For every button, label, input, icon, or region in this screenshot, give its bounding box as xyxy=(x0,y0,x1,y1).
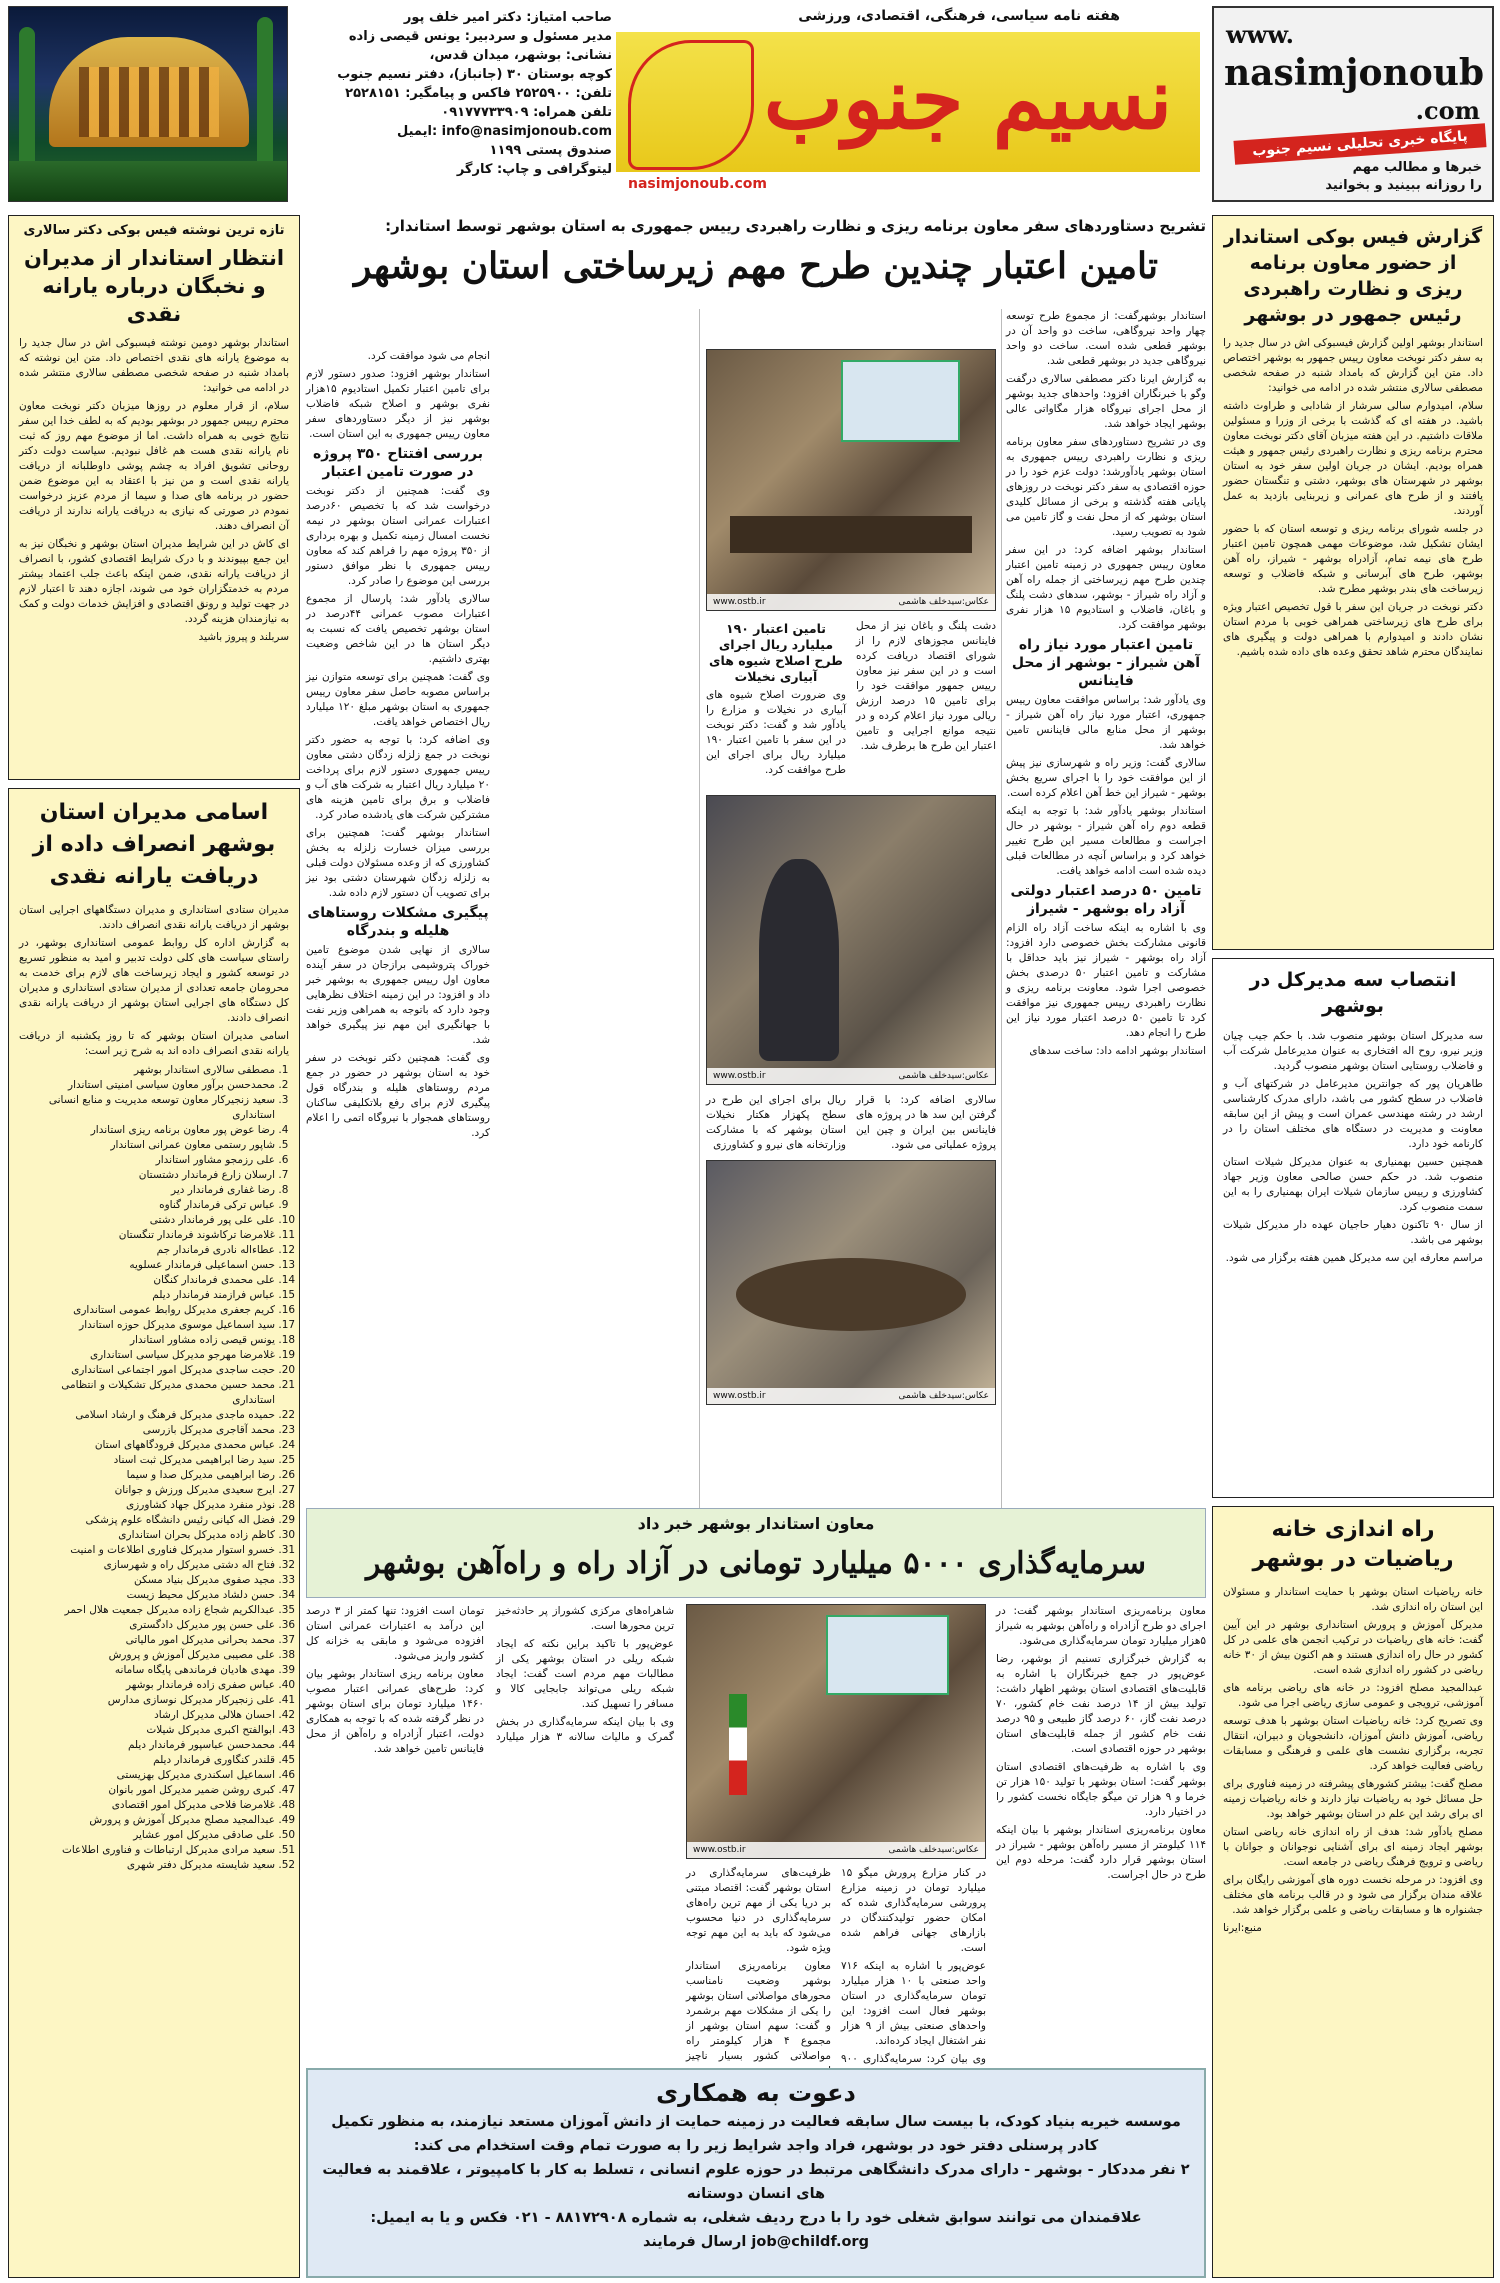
notice-line: علاقمندان می توانند سوابق شغلی خود را با درج ردیف شغلی، به شماره ۸۸۱۷۲۹۰۸ - ۰۲۱ فکس و یا به ایمیل: xyxy=(370,2210,1142,2226)
manager-name: 15. عباس فرازمند فرماندار دیلم xyxy=(19,1288,275,1303)
paragraph: مدیران ستادی استانداری و مدیران دستگاههای اجرایی استان بوشهر از دریافت یارانه نقدی انصراف دادند. xyxy=(19,904,289,931)
manager-name: 40. عباس صفری زاده فرماندار بوشهر xyxy=(19,1678,275,1693)
paragraph: ظرفیت‌های سرمایه‌گذاری در استان بوشهر گفت: اقتصاد مبتنی بر دریا یکی از مهم ترین راه‌های سرمایه‌گذاری در دنیا محسوب می‌شود که باید به این مهم توجه ویژه شود. xyxy=(686,1867,831,1954)
article-body xyxy=(1223,1029,1483,1499)
manager-name: 39. مهدی هادیان فرماندهی پایگاه سامانه xyxy=(19,1663,275,1678)
article-headline: سرمایه‌گذاری ۵۰۰۰ میلیارد تومانی در آزاد راه و راه‌آهن بوشهر xyxy=(366,1546,1146,1581)
info-line: لیتوگرافی و چاپ: کارگر xyxy=(456,162,612,177)
text-column-1 xyxy=(1006,309,1206,1514)
manager-name: 23. محمد آقاجری مدیرکل بازرسی xyxy=(19,1423,275,1438)
subheading-railway: تامین اعتبار مورد نیاز راه آهن شیراز - بوشهر از محل فاینانس xyxy=(1011,637,1201,689)
manager-name: 29. فضل اله کیانی رئیس دانشگاه علوم پزشکی xyxy=(19,1513,275,1528)
site-tld: .com xyxy=(1415,96,1480,125)
paragraph: استاندار بوشهر افزود: صدور دستور لازم برای تامین اعتبار تکمیل استادیوم ۱۵هزار نفری بوشهر و اصلاح شبکه فاضلاب بوشهر نیز از دیگر دستاوردهای سفر معاون رییس جمهوری به این استان است. xyxy=(306,368,490,440)
subheading-freeway: تامین ۵۰ درصد اعتبار دولتی آزاد راه بوشهر - شیراز xyxy=(1010,883,1202,917)
paragraph: استاندار بوشهرگفت: از مجموع طرح توسعه چهار واحد نیروگاهی، ساخت دو واحد آن در بوشهر قطعی شده است. ساخت دو واحد نیروگاهی جدید در بوشهر قطعی شد. xyxy=(1006,310,1206,367)
article-title: راه اندازی خانه ریاضیات در بوشهر xyxy=(1252,1517,1454,1572)
manager-name: 21. محمد حسین محمدی مدیرکل تشکیلات و انتظامی استانداری xyxy=(19,1378,275,1408)
category-line: هفته نامه سیاسی، فرهنگی، اقتصادی، ورزشی xyxy=(798,8,1120,24)
text-column-4 xyxy=(306,1604,674,2059)
manager-name: 33. مجید صفوی مدیرکل بنیاد مسکن xyxy=(19,1573,275,1588)
logo-url[interactable]: nasimjonoub.com xyxy=(628,176,767,192)
photo-caption xyxy=(707,594,995,610)
investment-article xyxy=(306,1508,1206,2063)
paragraph: طاهریان پور که جوانترین مدیرعامل در شرکتهای آب و فاضلاب در سطح کشور می باشد، دارای مدرک کارشناسی ارشد در رشته مهندسی عمران است و پیش از این سابقه معاونت و مدیریت در دستگاه های مختلف استان را در کارنامه خود دارد. xyxy=(1223,1078,1483,1150)
manager-name: 45. قلندر کنگاوری فرماندار دیلم xyxy=(19,1753,275,1768)
info-line: نشانی: بوشهر، میدان قدس، xyxy=(429,48,612,63)
manager-name: 31. خسرو استوار مدیرکل فناوری اطلاعات و امنیت xyxy=(19,1543,275,1558)
manager-name: 5. شاپور رستمی معاون عمرانی استاندار xyxy=(19,1138,275,1153)
paragraph: وی یادآور شد: براساس موافقت معاون رییس جمهوری، اعتبار مورد نیاز راه آهن شیراز - بوشهر از محل منابع مالی فاینانس تامین خواهد شد. xyxy=(1006,694,1206,751)
meeting-photo-3 xyxy=(706,1160,996,1405)
paragraph: استاندار بوشهر یادآور شد: با توجه به اینکه قطعه دوم راه آهن شیراز - بوشهر در حال اجراست و مطالعات مسیر این طرح تغییر خواهد کرد و براساس آنچه در مطالعات قبلی دیده شده است ادامه خواهد یافت. xyxy=(1006,805,1206,877)
paragraph: وی تصریح کرد: خانه ریاضیات استان بوشهر با هدف توسعه ریاضی، آموزش دانش آموزان، دانشجویان و دبیران، انتقال تجربه، برگزاری نشست های علمی و فرهنگی و مسابقات ریاضی فعالیت خواهد کرد. xyxy=(1223,1715,1483,1772)
manager-name: 32. فتاح اله دشتی مدیرکل راه و شهرسازی xyxy=(19,1558,275,1573)
center-article xyxy=(306,215,1206,1520)
manager-name: 12. عطاءاله نادری فرماندار جم xyxy=(19,1243,275,1258)
photo-site[interactable]: www.ostb.ir xyxy=(713,1391,766,1401)
manager-name: 20. حجت ساجدی مدیرکل امور اجتماعی استانداری xyxy=(19,1363,275,1378)
paragraph: وی با بیان اینکه سرمایه‌گذاری در بخش گمرک و مالیات سالانه ۳ هزار میلیارد تومان است افزود: تنها کمتر از ۳ درصد این درآمد به اعتبارات عمرانی استان افزوده می‌شود و مابقی به خزانه کل کشور واریز می‌شود. xyxy=(306,1605,674,1743)
manager-name: 8. رضا غفاری فرماندار دیر xyxy=(19,1183,275,1198)
paragraph: دکتر نوبخت در جریان این سفر با قول تخصیص اعتبار ویژه برای طرح های زیرساختی همراهی خوبی با مردم استان نشان دادند و امیدوارم با همراهی دولت و پیگیری های نمایندگان محترم شاهد تحقق وعده های داده شده باشیم. xyxy=(1223,601,1483,658)
text-column-3 xyxy=(686,1866,831,2062)
article-kicker: تشریح دستاوردهای سفر معاون برنامه ریزی و نظارت راهبردی رییس جمهوری به استان بوشهر توسط استاندار: xyxy=(385,217,1206,235)
notice-title: دعوت به همکاری xyxy=(656,2079,856,2107)
paragraph: عوض‌پور با اشاره به اینکه ۷۱۶ واحد صنعتی با ۱۰ هزار میلیارد تومان سرمایه‌گذاری در استان بوشهر فعال است افزود: این واحدهای صنعتی بیش از ۹ هزار نفر اشتغال ایجاد کرده‌اند. xyxy=(841,1960,986,2047)
article-title: گزارش فیس بوکی استاندار از حضور معاون برنامه ریزی و نظارت راهبردی رئیس جمهور در بوشهر xyxy=(1223,226,1483,326)
manager-name: 10. علی علی پور فرماندار دشتی xyxy=(19,1213,275,1228)
meeting-photo-2 xyxy=(706,795,996,1085)
text-column-2c xyxy=(706,1093,996,1153)
article-intro xyxy=(19,903,289,1059)
paragraph: وی گفت: همچنین دکتر نوبخت در سفر خود به استان بوشهر در حضور در جمع مردم روستاهای هلیله و بندرگاه قول پیگیری لازم برای رفع بلاتکلیفی ساکنان روستاهای همجوار با نیروگاه اتمی را اعلام کرد. xyxy=(306,1052,490,1139)
paragraph: مراسم معارفه این سه مدیرکل همین هفته برگزار می شود. xyxy=(1225,1252,1483,1264)
person-figure xyxy=(759,859,840,1061)
notice-line: موسسه خیریه بنیاد کودک، با بیست سال سابقه فعالیت در زمینه حمایت از دانش آموزان مستعد نیازمند، به منظور تکمیل کادر پرسنلی دفتر خود در بوشهر، فراد واجد شرایط زیر را به صورت تمام وقت استخدام می کند: xyxy=(331,2114,1181,2154)
paragraph: عبدالمجید مصلح افزود: در خانه های ریاضی برنامه های آموزشی، ترویجی و عمومی سازی ریاضی اجرا می شود. xyxy=(1223,1682,1483,1709)
paragraph: وی ضرورت اصلاح شیوه های آبیاری در نخیلات و مزارع را یادآور شد و گفت: دکتر نوبخت در این سفر با تامین اعتبار ۱۹۰ میلیارد ریال برای اجرای این طرح موافقت کرد. xyxy=(706,689,846,776)
manager-name: 52. سعید شایسته مدیرکل دفتر شهری xyxy=(19,1858,275,1873)
article-title: اسامی مدیران استان بوشهر انصراف داده از دریافت یارانه نقدی xyxy=(32,800,276,889)
site-slogan-2: را روزانه ببینید و بخوانید xyxy=(1325,178,1482,193)
meeting-table xyxy=(730,516,972,552)
photo-site[interactable]: www.ostb.ir xyxy=(713,597,766,607)
photographer-credit: عکاس:سیدخلف هاشمی xyxy=(898,1071,989,1081)
meeting-photo-4 xyxy=(686,1604,986,1859)
info-line: تلفن همراه: ۰۹۱۷۷۷۳۳۹۰۹ xyxy=(441,105,612,120)
paragraph: ریال برای اجرای این طرح در سطح پکهزار هکتار نخیلات استان بوشهر که با مشارکت وزارتخانه های نیرو و کشاورزی xyxy=(706,1094,846,1151)
manager-name: 42. احسان هلالی مدیرکل ارشاد xyxy=(19,1708,275,1723)
conference-table xyxy=(736,1258,966,1331)
job-notice xyxy=(306,2068,1206,2278)
manager-name: 28. نوذر منفرد مدیرکل جهاد کشاورزی xyxy=(19,1498,275,1513)
paragraph: وی گفت: همچنین برای توسعه متوازن نیز براساس مصوبه حاصل سفر معاون رییس جمهوری به استان بوشهر مبلغ ۱۲۰ میلیارد ریال اختصاص خواهد یافت. xyxy=(306,671,490,728)
manager-name: 43. ابوالفتح اکبری مدیرکل شیلات xyxy=(19,1723,275,1738)
paragraph: استاندار بوشهر دومین نوشته فیسبوکی اش در سال جدید را به موضوع یارانه های نقدی اختصاص داد. متن این نوشته که بامداد شنبه در صفحه شخصی مصطفی سالاری منتشر شده در ادامه می خوانید: xyxy=(19,337,289,394)
facebook-report-article xyxy=(1212,215,1494,950)
photographer-credit: عکاس:سیدخلف هاشمی xyxy=(898,597,989,607)
paragraph: معاون برنامه‌ریزی استاندار بوشهر با بیان اینکه ۱۱۴ کیلومتر از مسیر راه‌آهن بوشهر - شیراز در استان بوشهر قرار دارد گفت: مرحله دوم این طرح در حال اجراست. xyxy=(996,1824,1206,1881)
subheading-helleh-villages: پیگیری مشکلات روستاهای هلیله و بندرگاه xyxy=(307,905,489,939)
photo-caption xyxy=(707,1068,995,1084)
paragraph: معاون برنامه‌ریزی استاندار بوشهر وضعیت نامناسب محورهای مواصلاتی استان بوشهر را یکی از مشکلات مهم برشمرد و گفت: سهم استان بوشهر از مجموع ۴ هزار کیلومتر راه مواصلاتی کشور بسیار ناچیز xyxy=(686,1960,831,2062)
paragraph: در جلسه شورای برنامه ریزی و توسعه استان که با حضور ایشان تشکیل شد، موضوعات مهمی همچون تامین اعتبار طرح های نیمه تمام، آزادراه بوشهر - شیراز، راه آهن بوشهر، طرح های آبرسانی و شبکه فاضلاب و توسعه زیرساخت های بندر بوشهر مطرح شد. xyxy=(1223,523,1483,595)
site-www: www. xyxy=(1226,20,1294,49)
paragraph: اسامی مدیران استان بوشهر که تا روز یکشنبه از دریافت یارانه نقدی انصراف داده اند به شرح زیر است: xyxy=(19,1030,289,1057)
site-tagline: پایگاه خبری تحلیلی نسیم جنوب xyxy=(1233,123,1486,165)
info-line: تلفن: ۲۵۲۵۹۰۰ فاکس و پیامگیر: ۲۵۲۸۱۵۱ xyxy=(345,86,612,101)
article-body xyxy=(19,336,289,791)
site-promo-box[interactable] xyxy=(1212,6,1494,202)
manager-name: 49. عبدالمجید مصلح مدیرکل آموزش و پرورش xyxy=(19,1813,275,1828)
newspaper-logo: نسیم جنوب xyxy=(763,49,1173,148)
text-column-1 xyxy=(996,1604,1206,2059)
math-house-article xyxy=(1212,1506,1494,2278)
article-title: انتظار استاندار از مدیران و نخبگان درباره یارانه نقدی xyxy=(23,246,285,326)
manager-name: 13. حسن اسماعیلی فرماندار عسلویه xyxy=(19,1258,275,1273)
paragraph: استاندار بوشهر گفت: همچنین برای بررسی میزان خسارت زلزله به بخش کشاورزی که از وعده مسئولان دولت قبلی به زلزله زدگان شهرستان دشتی بود نیز برای تصویب آن دستور لازم داده شد. xyxy=(306,827,490,899)
manager-name: 24. عباس محمدی مدیرکل فرودگاههای استان xyxy=(19,1438,275,1453)
paragraph: سالاری از نهایی شدن موضوع تامین خوراک پتروشیمی برازجان در سفر آینده معاون اول رییس جمهوری به بوشهر خبر داد و افزود: در این زمینه اختلاف نظرهایی وجود دارد که باتوجه به همراهی وزیر نفت با جهانگیری این مهم نیز پیگیری خواهد شد. xyxy=(306,944,490,1046)
paragraph: سالاری اضافه کرد: با قرار گرفتن این سد ها در پروژه های فاینانس بین ایران و چین این پروژه عملیاتی می شود. xyxy=(856,1094,996,1151)
manager-name: 17. سید اسماعیل موسوی مدیرکل حوزه استاندار xyxy=(19,1318,275,1333)
paragraph: وی با اشاره به ظرفیت‌های اقتصادی استان بوشهر گفت: استان بوشهر با تولید ۱۵۰ هزار تن خرما و ۹ هزار تن میگو جایگاه نخست کشور را در اختیار دارد. xyxy=(996,1761,1207,1818)
masthead-photo xyxy=(8,6,288,202)
paragraph: مدیرکل آموزش و پرورش استانداری بوشهر در این آیین گفت: خانه های ریاضیات در ترکیب انجمن های علمی در کل کشور در حال راه اندازی هستند و هم اکنون بیش از ۳۰ خانه ریاضی در کشور راه اندازی شده است. xyxy=(1223,1619,1483,1676)
ornament-icon xyxy=(628,40,754,170)
site-slogan-1: خبرها و مطالب مهم xyxy=(1352,160,1482,175)
subsidy-expectation-article xyxy=(8,215,300,780)
paragraph: سالاری یادآور شد: پارسال از مجموع اعتبارات مصوب عمرانی ۴۴درصد در استان بوشهر تخصیص یافت که نسبت به دیگر استان ها در این شاخص وضعیت بهتری داشتیم. xyxy=(306,593,490,665)
manager-name: 38. علی مصیبی مدیرکل آموزش و پرورش xyxy=(19,1648,275,1663)
paragraph: به گزارش اداره کل روابط عمومی استانداری بوشهر، در راستای سیاست های کلی دولت تدبیر و امید به منظور تسریع در توسعه کشور و ایجاد زیرساخت های لازم برای خدمت به محرومان جامعه تعدادی از مدیران ستادی استانداری و مدیران کل دستگاه های اجرایی استان بوشهر از دریافت یارانه نقدی انصراف دادند. xyxy=(19,937,289,1024)
article-kicker: تازه ترین نوشته فیس بوکی دکتر سالاری xyxy=(23,223,285,238)
info-line: صاحب امتیاز: دکتر امیر خلف پور xyxy=(403,10,612,25)
paragraph: شاهراه‌های مرکزی کشوراز پر حادثه‌خیز ترین محورها است. xyxy=(496,1605,674,1632)
notice-email[interactable]: job@childf.org ارسال فرمایند xyxy=(643,2234,869,2250)
manager-name: 11. غلامرضا ترکاشوند فرماندار تنگستان xyxy=(19,1228,275,1243)
manager-name: 3. سعید زنجیرکار معاون توسعه مدیریت و منابع انسانی استانداری xyxy=(19,1093,275,1123)
paragraph: وی در تشریح دستاوردهای سفر معاون برنامه ریزی و نظارت راهبردی رییس جمهوری به استان بوشهر یادآورشد: دولت عزم خود را در حوزه اقتصادی به سفر دکتر نوبخت در روزهای پایانی هفته گذشته و برخی از مسائل کلیدی استان بوشهر که از محل نفت و گاز تامین می شود به تصویب رسید. xyxy=(1006,436,1206,538)
photo-site[interactable]: www.ostb.ir xyxy=(693,1845,746,1855)
photo-caption xyxy=(707,1388,995,1404)
manager-name: 14. علی محمدی فرماندار کنگان xyxy=(19,1273,275,1288)
article-title: انتصاب سه مدیرکل در بوشهر xyxy=(1249,969,1457,1017)
paragraph: در کنار مزارع پرورش میگو ۱۵ میلیارد تومان در زمینه مزارع پرورشی سرمایه‌گذاری شده که امکان حضور تولیدکنندگان در بازارهای جهانی فراهم شده است. xyxy=(841,1867,986,1954)
paragraph: سربلند و پیروز باشید xyxy=(198,631,289,643)
iran-map-icon xyxy=(826,1615,949,1695)
paragraph: سالاری گفت: وزیر راه و شهرسازی نیز پیش از این موافقت خود را با اجرای سریع بخش بوشهر - شیراز این خط آهن اعلام کرده است. xyxy=(1006,757,1206,799)
info-line: کوچه بوستان ۳۰ (جانباز)، دفتر نسیم جنوب xyxy=(337,67,612,82)
photographer-credit: عکاس:سیدخلف هاشمی xyxy=(888,1845,979,1855)
paragraph: از سال ۹۰ تاکنون دهیار حاجیان عهده دار مدیرکل شیلات بوشهر می باشد. xyxy=(1223,1219,1483,1246)
paragraph: به گزارش خبرگزاری تسنیم از بوشهر، رضا عوض‌پور در جمع خبرنگاران با اشاره به قابلیت‌های اقتصادی استان بوشهر اظهار داشت: تولید بیش از ۱۴ درصد نفت خام کشور، ۷۰ درصد نفت گاز، ۶۰ درصد گاز طبیعی و ۹۵ درصد نفت خام کشور از جمله قابلیت‌های استان بوشهر در حوزه اقتصادی است. xyxy=(996,1653,1206,1755)
manager-name: 44. محمدحسن عباسپور فرماندار دیلم xyxy=(19,1738,275,1753)
paragraph: وی با اشاره به اینکه ساخت آزاد راه الزام قانونی مشارکت بخش خصوصی دارد افزود: آزاد راه بوشهر - شیراز نیز باید حداقل با مشارکت و تامین اعتبار ۵۰ درصدی بخش خصوصی اجرا شود. معاونت برنامه ریزی و نظارت راهبردی رییس جمهوری نیز موافقت کرد تا تامین ۵۰ درصد اعتبار مورد نیاز این طرح را انجام دهد. xyxy=(1006,922,1207,1039)
photo-site[interactable]: www.ostb.ir xyxy=(713,1071,766,1081)
paragraph: وی اضافه کرد: با توجه به حضور دکتر نوبخت در جمع زلزله زدگان دشتی معاون رییس جمهوری دستور لازم برای پرداخت ۲۰ میلیارد ریال اعتبار به شرکت های آب و فاضلاب و برق برای تامین هزینه های مشترکین شرکت های یادشده صادر کرد. xyxy=(306,734,490,821)
paragraph: معاون برنامه ریزی استاندار بوشهر بیان کرد: طرح‌های عمرانی اعتبار مصوب ۱۴۶۰ میلیارد تومان برای استان بوشهر در نظر گرفته شده که با توجه به همکاری دولت، اعتبار آزادراه و راه‌آهن از محل فاینانس تامین خواهد شد. xyxy=(306,1668,484,1755)
flag-icon xyxy=(729,1694,747,1795)
paragraph: سلام، امیدوارم سالی سرشار از شادابی و طراوت داشته باشید. در هفته ای که گذشت با برخی از وزرا و مسئولین ملاقات داشتیم. در این هفته میزبان آقای دکتر نوبخت معاون محترم برنامه ریزی و نظارت راهبردی رئیس جمهور و هیئت همراه بودیم. ایشان در جریان اولین سفر خود به استان بوشهر در شهرستان های بوشهر، دشتی و تنگستان حضور یافتند و از طرح های عمرانی و زیربنایی بازدید به عمل آوردند. xyxy=(1223,400,1483,517)
appointment-article xyxy=(1212,958,1494,1498)
paragraph: معاون برنامه‌ریزی استاندار بوشهر گفت: در اجرای دو طرح آزادراه و راه‌آهن بوشهر به شیراز ۵هزار میلیارد تومان سرمایه‌گذاری می‌شود. xyxy=(996,1605,1206,1647)
managers-list-article xyxy=(8,788,300,2278)
notice-line: ۲ نفر مددکار - بوشهر - دارای مدرک دانشگاهی مرتبط در حوزه علوم انسانی ، تسلط به کار با کامپیوتر ، علاقمند به فعالیت های انسان دوستانه xyxy=(322,2162,1190,2202)
manager-name: 48. غلامرضا فلاحی مدیرکل امور اقتصادی xyxy=(19,1798,275,1813)
paragraph: سه مدیرکل استان بوشهر منصوب شد. با حکم جیب چیان وزیر نیرو، روح اله افتخاری به عنوان مدیرعامل شرکت آب و فاضلاب روستایی استان بوشهر منصوب گردید. xyxy=(1223,1030,1483,1072)
manager-name: 41. علی زنجیرکار مدیرکل نوسازی مدارس xyxy=(19,1693,275,1708)
photo-caption xyxy=(687,1842,985,1858)
logo-block xyxy=(616,4,1200,204)
manager-name: 51. سعید مرادی مدیرکل ارتباطات و فناوری اطلاعات xyxy=(19,1843,275,1858)
text-column-2a xyxy=(856,619,996,789)
manager-name: 27. ایرج سعیدی مدیرکل ورزش و جوانان xyxy=(19,1483,275,1498)
text-column-2b xyxy=(706,619,846,789)
paragraph: ای کاش در این شرایط مدیران استان بوشهر و نخبگان نیز به این جمع بپیوندند و با درک شرایط اقتصادی کشور، با انصراف از دریافت یارانه نقدی، ضمن اینکه باعث جلب اعتماد بیشتر مردم به خدمتگزاران خود می شوند، اجازه دهند تا اعتبار لازم در جهت تولید و رونق اقتصادی و افزایش خدمات دولت و کمک به نیازمندان هزینه گردد. xyxy=(19,538,289,625)
manager-name: 46. اسماعیل اسکندری مدیرکل بهزیستی xyxy=(19,1768,275,1783)
info-line: صندوق پستی ۱۱۹۹ xyxy=(489,143,612,158)
publisher-info xyxy=(296,8,612,204)
paragraph: سلام، از قرار معلوم در روزها میزبان دکتر نوبخت معاون محترم رییس جمهور در بوشهر بودیم که به لطف خدا این سفر نتایج خوبی به همراه داشت. اما از موضوع مهم روز که ثبت نام یارانه نقدی هست هم غافل نبودیم. سیاست دولت دکتر روحانی تشویق افراد به چشم پوشی داوطلبانه از دریافت یارانه نقدی است و من نیز با اعتقاد به این موضوع ضمن حضور در برنامه های صدا و سیما از مردم عزیز درخواست نمودم در صورتی که نیازی به دریافت یارانه ندارند از دریافت آن انصراف دهند. xyxy=(19,400,289,532)
manager-name: 1. مصطفی سالاری استاندار بوشهر xyxy=(19,1063,275,1078)
manager-name: 30. کاظم زاده مدیرکل بحران استانداری xyxy=(19,1528,275,1543)
column-divider xyxy=(699,309,700,1509)
subheading-350-projects: بررسی افتتاح ۳۵۰ پروژه در صورت تامین اعتبار xyxy=(313,446,483,480)
subheading-palm-irrigation: تامین اعتبار ۱۹۰ میلیارد ریال اجرای طرح اصلاح شیوه های آبیاری نخیلات xyxy=(709,621,843,684)
column-divider xyxy=(1001,309,1002,1509)
manager-name: 35. عبدالکریم شجاع زاده مدیرکل جمعیت هلال احمر xyxy=(19,1603,275,1618)
managers-list xyxy=(19,1063,289,1873)
paragraph: مصلح گفت: بیشتر کشورهای پیشرفته در زمینه فناوری برای حل مسائل خود به ریاضیات نیاز دارند و خانه ریاضیات زمینه ای برای رشد این علم در استان بوشهر خواهد بود. xyxy=(1223,1778,1483,1820)
meeting-photo-1 xyxy=(706,349,996,611)
article-body xyxy=(1223,1585,1483,2265)
article-headline: تامین اعتبار چندین طرح مهم زیرساختی استان بوشهر xyxy=(353,245,1159,287)
paragraph: همچنین حسین بهمنیاری به عنوان مدیرکل شیلات استان منصوب شد. در حکم حسن صالحی معاون وزیر جهاد کشاورزی و رییس سازمان شیلات ایران بهمنیاری را به این سمت منصوب کرد. xyxy=(1223,1156,1483,1213)
article-kicker: معاون استاندار بوشهر خبر داد xyxy=(637,1514,875,1533)
paragraph: استاندار بوشهر اضافه کرد: در این سفر معاون رییس جمهوری در زمینه تامین اعتبار چندین طرح مهم زیرساختی از جمله راه آهن و آزاد راه شیراز - بوشهر، سدهای دشت پلنگ و باغان، فاضلاب و استادیوم ۱۵ هزار نفری بوشهر موافقت کرد. xyxy=(1006,544,1206,631)
manager-name: 25. سید رضا ابراهیمی مدیرکل ثبت اسناد xyxy=(19,1453,275,1468)
manager-name: 7. ارسلان زارع فرماندار دشتستان xyxy=(19,1168,275,1183)
paragraph: وی بیان کرد: سرمایه‌گذاری ۹۰۰ xyxy=(841,2053,986,2065)
manager-name: 4. رضا عوض پور معاون برنامه ریزی استاندار xyxy=(19,1123,275,1138)
manager-name: 47. کبری روشن ضمیر مدیرکل امور بانوان xyxy=(19,1783,275,1798)
paragraph: وی گفت: همچنین از دکتر نوبخت درخواست شد که با تخصیص ۶۰درصد اعتبارات عمرانی استان بوشهر در نیمه نخست امسال زمینه تکمیل و بهره برداری از ۳۵۰ پروژه مهم را فراهم کند که معاون رییس جمهوری با نظر موافق دستور بررسی این موضوع را صادر کرد. xyxy=(306,485,490,587)
manager-name: 37. محمد بحرانی مدیرکل امور مالیاتی xyxy=(19,1633,275,1648)
manager-name: 9. عباس ترکی فرماندار گناوه xyxy=(19,1198,275,1213)
text-column-3 xyxy=(306,349,490,1509)
email-line[interactable]: info@nasimjonoub.com :ایمیل xyxy=(396,124,612,139)
site-domain: nasimjonoub xyxy=(1224,52,1485,94)
paragraph: استاندار بوشهر ادامه داد: ساخت سدهای xyxy=(1029,1045,1206,1057)
manager-name: 19. غلامرضا مهرجو مدیرکل سیاسی استانداری xyxy=(19,1348,275,1363)
source-line: منبع:ایرنا xyxy=(1223,1922,1262,1934)
paragraph: به گزارش ایرنا دکتر مصطفی سالاری درگفت وگو با خبرنگاران افزود: واحدهای جدید بوشهر از محل اجرای نیروگاه هزار مگاواتی عالی بوشهر ایجاد خواهد شد. xyxy=(1006,373,1206,430)
paragraph: دشت پلنگ و باغان نیز از محل فاینانس مجوزهای لازم را از شورای اقتصاد دریافت کرده است و در این سفر نیز معاون رییس جمهور موافقت خود را برای تامین ۱۵ درصد ارزش ریالی مورد نیاز اعلام کرده و در نتیجه موانع اجرایی و تامین اعتبار این طرح ها برطرف شد. xyxy=(856,620,996,752)
manager-name: 16. کریم جعفری مدیرکل روابط عمومی استانداری xyxy=(19,1303,275,1318)
text-column-2 xyxy=(841,1866,986,2065)
manager-name: 36. علی حسن پور مدیرکل دادگستری xyxy=(19,1618,275,1633)
manager-name: 18. یونس قیصی زاده مشاور استاندار xyxy=(19,1333,275,1348)
manager-name: 26. رضا ابراهیمی مدیرکل صدا و سیما xyxy=(19,1468,275,1483)
manager-name: 6. علی رزمجو مشاور استاندار xyxy=(19,1153,275,1168)
paragraph: مصلح یادآور شد: هدف از راه اندازی خانه ریاضی استان بوشهر ایجاد زمینه ای برای آشنایی نوجوانان و جوانان با ریاضی و ترویج فرهنگ ریاضی در جامعه است. xyxy=(1223,1826,1483,1868)
manager-name: 2. محمدحسن برآور معاون سیاسی امنیتی استاندار xyxy=(19,1078,275,1093)
info-line: مدیر مسئول و سردبیر: یونس قیصی زاده xyxy=(348,29,612,44)
paragraph: استاندار بوشهر اولین گزارش فیسبوکی اش در سال جدید را به سفر دکتر نوبخت معاون رییس جمهور به بوشهر اختصاص داد. متن این گزارش که بامداد شنبه در صفحه شخصی مصطفی سالاری منتشر شده در ادامه می خوانید: xyxy=(1223,337,1483,394)
paragraph: خانه ریاضیات استان بوشهر با حمایت استاندار و مسئولان این استان راه اندازی شد. xyxy=(1223,1586,1483,1613)
paragraph: عوض‌پور با تاکید براین نکته که ایجاد شبکه ریلی در استان بوشهر یکی از مطالبات مهم مردم است گفت: ایجاد شبکه ریلی می‌تواند جابجایی کالا و مسافر را تسهیل کند. xyxy=(496,1638,674,1710)
paragraph: وی افزود: در مرحله نخست دوره های آموزشی رایگان برای علاقه مندان برگزار می شود و در قالب برنامه های مختلف جشنواره ها و مسابقات ریاضی و علمی برگزار خواهد شد. xyxy=(1223,1874,1483,1916)
iran-map-icon xyxy=(841,360,960,442)
manager-name: 50. علی صادقی مدیرکل امور عشایر xyxy=(19,1828,275,1843)
photographer-credit: عکاس:سیدخلف هاشمی xyxy=(898,1391,989,1401)
manager-name: 22. حمیده ماجدی مدیرکل فرهنگ و ارشاد اسلامی xyxy=(19,1408,275,1423)
paragraph: انجام می شود موافقت کرد. xyxy=(367,350,490,362)
manager-name: 34. حسن دلشاد مدیرکل محیط زیست xyxy=(19,1588,275,1603)
article-body xyxy=(1223,336,1483,948)
